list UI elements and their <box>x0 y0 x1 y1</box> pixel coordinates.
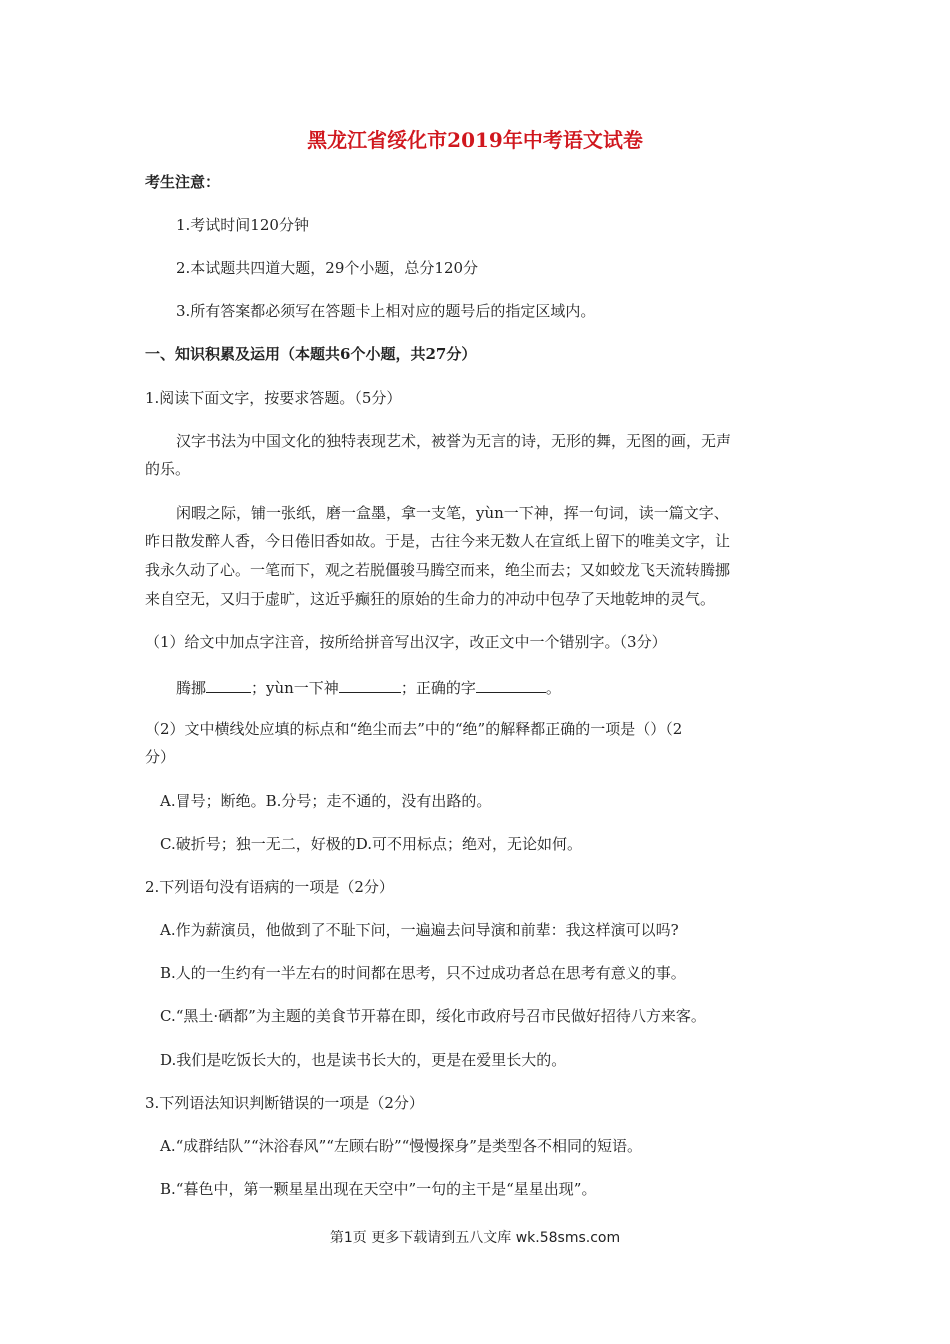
notice-heading: 考生注意： <box>145 173 221 191</box>
q1-fill-blanks <box>176 676 950 698</box>
answer-blank-1[interactable] <box>206 676 251 693</box>
section-heading: 一、知识积累及运用（本题共6个小题，共27分） <box>145 345 477 363</box>
question-1-stem: 1.阅读下面文字，按要求答题。（5分） <box>145 389 402 407</box>
page-title: 黑龙江省绥化市2019年中考语文试卷 <box>307 128 643 152</box>
q1-options-cd: C.破折号；独一无二，好极的D.可不用标点；绝对，无论如何。 <box>160 835 582 853</box>
q2-option-a: A.作为薪演员，他做到了不耻下问，一遍遍去问导演和前辈：我这样演可以吗? <box>160 921 679 939</box>
q3-option-a: A.“成群结队”“沐浴春风”“左顾右盼”“慢慢探身”是类型各不相同的短语。 <box>160 1137 642 1155</box>
q1-options-ab: A.冒号；断绝。B.分号；走不通的，没有出路的。 <box>160 792 492 810</box>
page-footer: 第1页 更多下载请到五八文库 wk.58sms.com <box>329 1230 621 1246</box>
notice-item-3: 3.所有答案都必须写在答题卡上相对应的题号后的指定区域内。 <box>176 302 596 320</box>
q1-para1-line2: 的乐。 <box>145 460 191 478</box>
question-3-stem: 3.下列语法知识判断错误的一项是（2分） <box>145 1094 424 1112</box>
q2-option-d: D.我们是吃饭长大的，也是读书长大的，更是在爱里长大的。 <box>160 1051 567 1069</box>
notice-item-1: 1.考试时间120分钟 <box>176 216 309 234</box>
q1-para2-line3: 我永久动了心。一笔而下，观之若脱僵骏马腾空而来，绝尘而去；又如蛟龙飞天流转腾挪 <box>145 561 731 579</box>
q3-option-b: B.“暮色中，第一颗星星出现在天空中”一句的主干是“星星出现”。 <box>160 1180 597 1198</box>
q1-para2-line1: 闲暇之际，铺一张纸，磨一盒墨，拿一支笔，yùn一下神，挥一句词，读一篇文字、 <box>176 504 729 522</box>
answer-blank-3[interactable] <box>476 676 546 693</box>
answer-blank-2[interactable] <box>339 676 401 693</box>
q1-sub1: （1）给文中加点字注音，按所给拼音写出汉字，改正文中一个错别字。（3分） <box>145 633 667 651</box>
q2-option-b: B.人的一生约有一半左右的时间都在思考，只不过成功者总在思考有意义的事。 <box>160 964 686 982</box>
q1-para2-line2: 昨日散发醉人香，今日倦旧香如故。于是，古往今来无数人在宣纸上留下的唯美文字，让 <box>145 532 731 550</box>
fill-end: 。 <box>545 679 561 697</box>
q1-para2-line4: 来自空无，又归于虚旷，这近乎癫狂的原始的生命力的冲动中包孕了天地乾坤的灵气。 <box>145 590 716 608</box>
q1-para1-line1: 汉字书法为中国文化的独特表现艺术，被誉为无言的诗，无形的舞，无图的画，无声 <box>176 432 732 450</box>
q1-sub2-line1: （2）文中横线处应填的标点和“绝尘而去”中的“绝”的解释都正确的一项是（）（2 <box>145 720 683 738</box>
fill-label-c: ；正确的字 <box>400 679 476 697</box>
q2-option-c: C.“黑土·硒都”为主题的美食节开幕在即，绥化市政府号召市民做好招待八方来客。 <box>160 1007 706 1025</box>
fill-label-b: ；yùn一下神 <box>251 679 339 697</box>
fill-label-a: 腾挪 <box>176 679 207 697</box>
question-2-stem: 2.下列语句没有语病的一项是（2分） <box>145 878 394 896</box>
q1-sub2-line2: 分） <box>145 748 176 766</box>
notice-item-2: 2.本试题共四道大题，29个小题，总分120分 <box>176 259 479 277</box>
